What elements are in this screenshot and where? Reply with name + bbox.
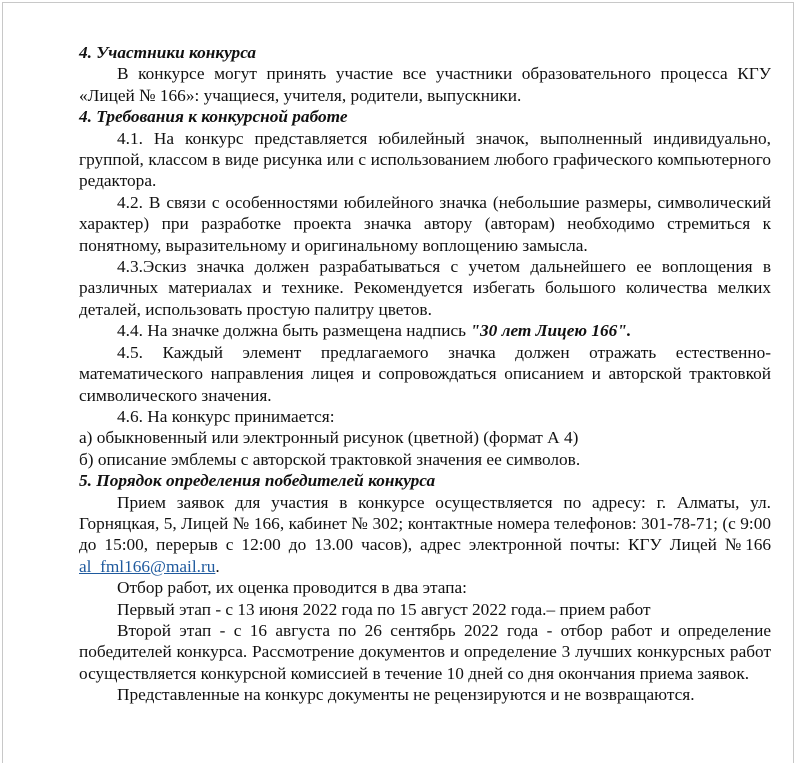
email-link[interactable]: al_fml166@mail.ru <box>79 556 216 576</box>
paragraph-stages-intro: Отбор работ, их оценка проводится в два этапа: <box>117 578 467 598</box>
paragraph-4-2: 4.2. В связи с особенностями юбилейного значка (небольшие размеры, символический характер) при разработке проекта значка автору (авторам) необходимо стремиться к понятному, выразительному и оригинальному воплощению замысла. <box>79 192 771 255</box>
section-heading-winners: 5. Порядок определения победителей конкурса <box>79 471 436 491</box>
paragraph-closing-note: Представленные на конкурс документы не рецензируются и не возвращаются. <box>117 685 695 705</box>
badge-inscription-text: "30 лет Лицею 166". <box>470 321 632 341</box>
paragraph-participants: В конкурсе могут принять участие все участники образовательного процесса КГУ «Лицей № 166»: учащиеся, учителя, родители, выпускники. <box>79 64 771 105</box>
paragraph-address <box>79 492 771 578</box>
paragraph-4-5: 4.5. Каждый элемент предлагаемого значка должен отражать естественно-математического направления лицея и сопровождаться описанием и авторской трактовкой символического значения. <box>79 342 771 405</box>
paragraph-4-4 <box>79 320 771 341</box>
list-item-b: б) описание эмблемы с авторской трактовкой значения ее символов. <box>79 449 581 469</box>
list-item-a: а) обыкновенный или электронный рисунок (цветной) (формат А 4) <box>79 428 579 448</box>
paragraph-stage-one: Первый этап - с 13 июня 2022 года по 15 август 2022 года.– прием работ <box>117 599 651 619</box>
paragraph-4-1: 4.1. На конкурс представляется юбилейный значок, выполненный индивидуально, группой, классом в виде рисунка или с использованием любого графического компьютерного редактора. <box>79 128 771 191</box>
document-page <box>2 2 794 763</box>
paragraph-stage-two: Второй этап - с 16 августа по 26 сентябрь 2022 года - отбор работ и определение победителей конкурса. Рассмотрение документов и определение 3 лучших конкурсных работ осуществляется конкурсной комиссией в течение 10 дней со дня окончания приема заявок. <box>79 620 771 683</box>
document-body <box>79 42 771 706</box>
address-suffix: . <box>215 556 220 576</box>
paragraph-4-3: 4.3.Эскиз значка должен разрабатываться с учетом дальнейшего ее воплощения в различных материалах и технике. Рекомендуется избегать большого количества мелких деталей, использовать простую палитру цветов. <box>79 257 771 319</box>
paragraph-4-4-text: 4.4. На значке должна быть размещена надпись <box>117 321 471 341</box>
section-heading-requirements: 4. Требования к конкурсной работе <box>79 107 348 127</box>
section-heading-participants: 4. Участники конкурса <box>79 43 257 62</box>
paragraph-4-6: 4.6. На конкурс принимается: <box>117 406 335 426</box>
address-text: Прием заявок для участия в конкурсе осуществляется по адресу: г. Алматы, ул. Горняцкая, 5, Лицей № 166, кабинет № 302; контактные номера телефонов: 301-78-71; (с 9:00 до 15:00, перерыв с 12:00 до 13.00 часов), адрес электронной почты: КГУ Лицей №166 <box>79 492 771 555</box>
